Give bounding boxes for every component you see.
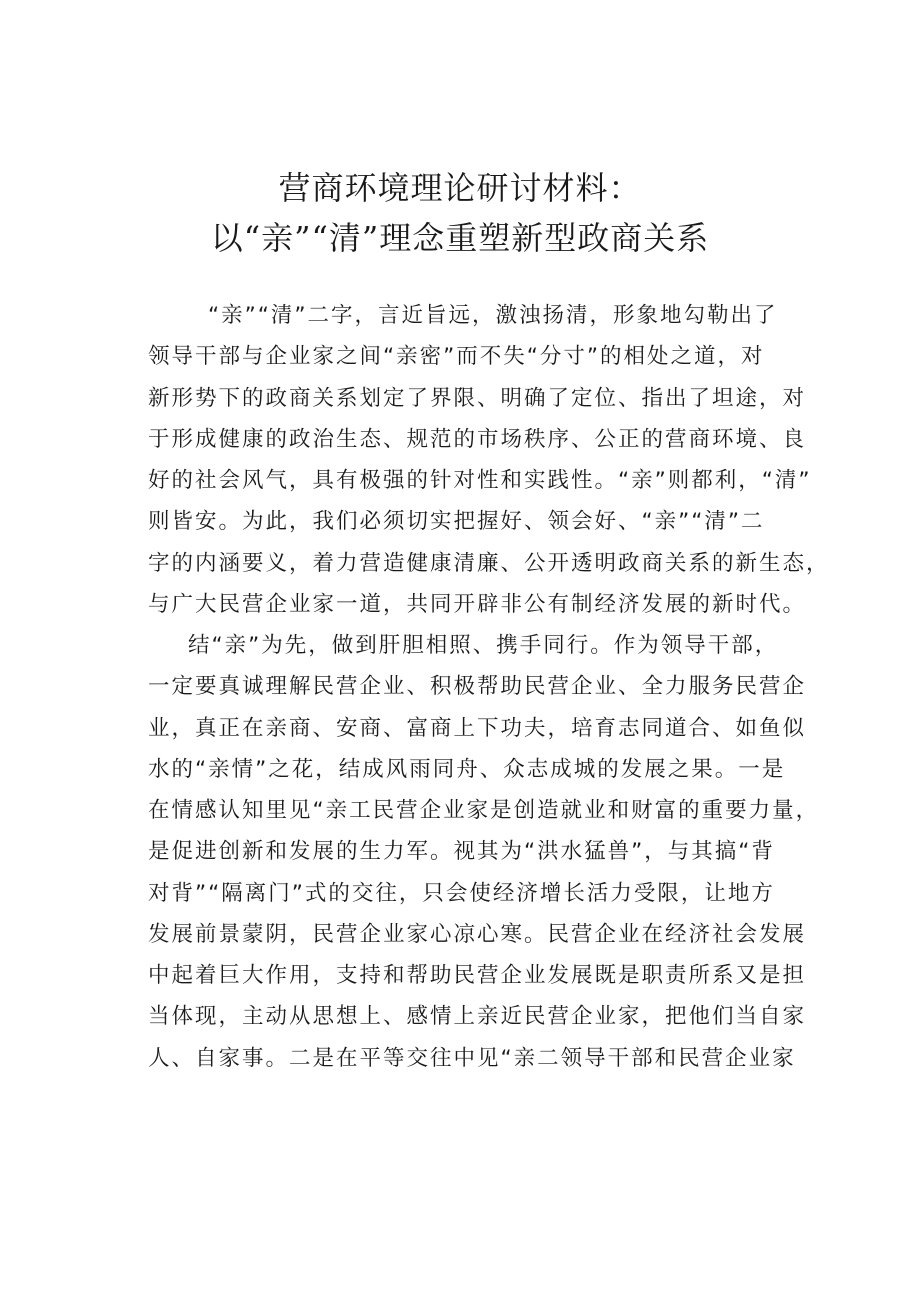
body-line: 对背”“隔离门”式的交往，只会使经济增长活力受限，让地方 xyxy=(148,880,775,906)
body-line: 水的“亲情”之花，结成风雨同舟、众志成城的发展之果。一是 xyxy=(148,756,786,782)
body-line: 于形成健康的政治生态、规范的市场秩序、公正的营商环境、良 xyxy=(148,426,807,452)
document-body xyxy=(148,295,830,1079)
body-line: 好的社会风气，具有极强的针对性和实践性。“亲”则都利，“清” xyxy=(148,468,812,493)
body-line: 在情感认知里见“亲工民营企业家是创造就业和财富的重要力量， xyxy=(148,798,820,823)
body-line: 是促进创新和发展的生力军。视其为“洪水猛兽”，与其搞“背 xyxy=(148,839,775,865)
body-line: 发展前景蒙阴，民营企业家心凉心寒。民营企业在经济社会发展 xyxy=(148,921,807,947)
body-line: 业，真正在亲商、安商、富商上下功夫，培育志同道合、如鱼似 xyxy=(148,715,807,741)
body-line: 一定要真诚理解民营企业、积极帮助民营企业、全力服务民营企 xyxy=(148,674,807,700)
body-line: 当体现，主动从思想上、感情上亲近民营企业家，把他们当自家 xyxy=(148,1004,807,1030)
body-line: “亲”“清”二字，言近旨远，激浊扬清，形象地勾勒出了 xyxy=(208,303,778,328)
body-line: 则皆安。为此，我们必须切实把握好、领会好、“亲”“清”二 xyxy=(148,509,765,535)
body-line: 与广大民营企业家一道，共同开辟非公有制经济发展的新时代。 xyxy=(148,591,807,617)
body-line: 中起着巨大作用，支持和帮助民营企业发展既是职责所系又是担 xyxy=(148,963,807,988)
body-line: 字的内涵要义，着力营造健康清廉、公开透明政商关系的新生态， xyxy=(148,550,830,576)
body-line: 领导干部与企业家之间“亲密”而不失“分寸”的相处之道，对 xyxy=(148,344,765,370)
body-line: 人、自家事。二是在平等交往中见“亲二领导干部和民营企业家 xyxy=(148,1045,796,1071)
body-line: 结“亲”为先，做到肝胆相照、携手同行。作为领导干部， xyxy=(188,633,779,658)
document-title-line-1: 营商环境理论研讨材料： xyxy=(278,169,642,207)
document-title-line-2: 以“亲”“清”理念重塑新型政商关系 xyxy=(210,219,710,257)
body-line: 新形势下的政商关系划定了界限、明确了定位、指出了坦途，对 xyxy=(148,385,807,411)
